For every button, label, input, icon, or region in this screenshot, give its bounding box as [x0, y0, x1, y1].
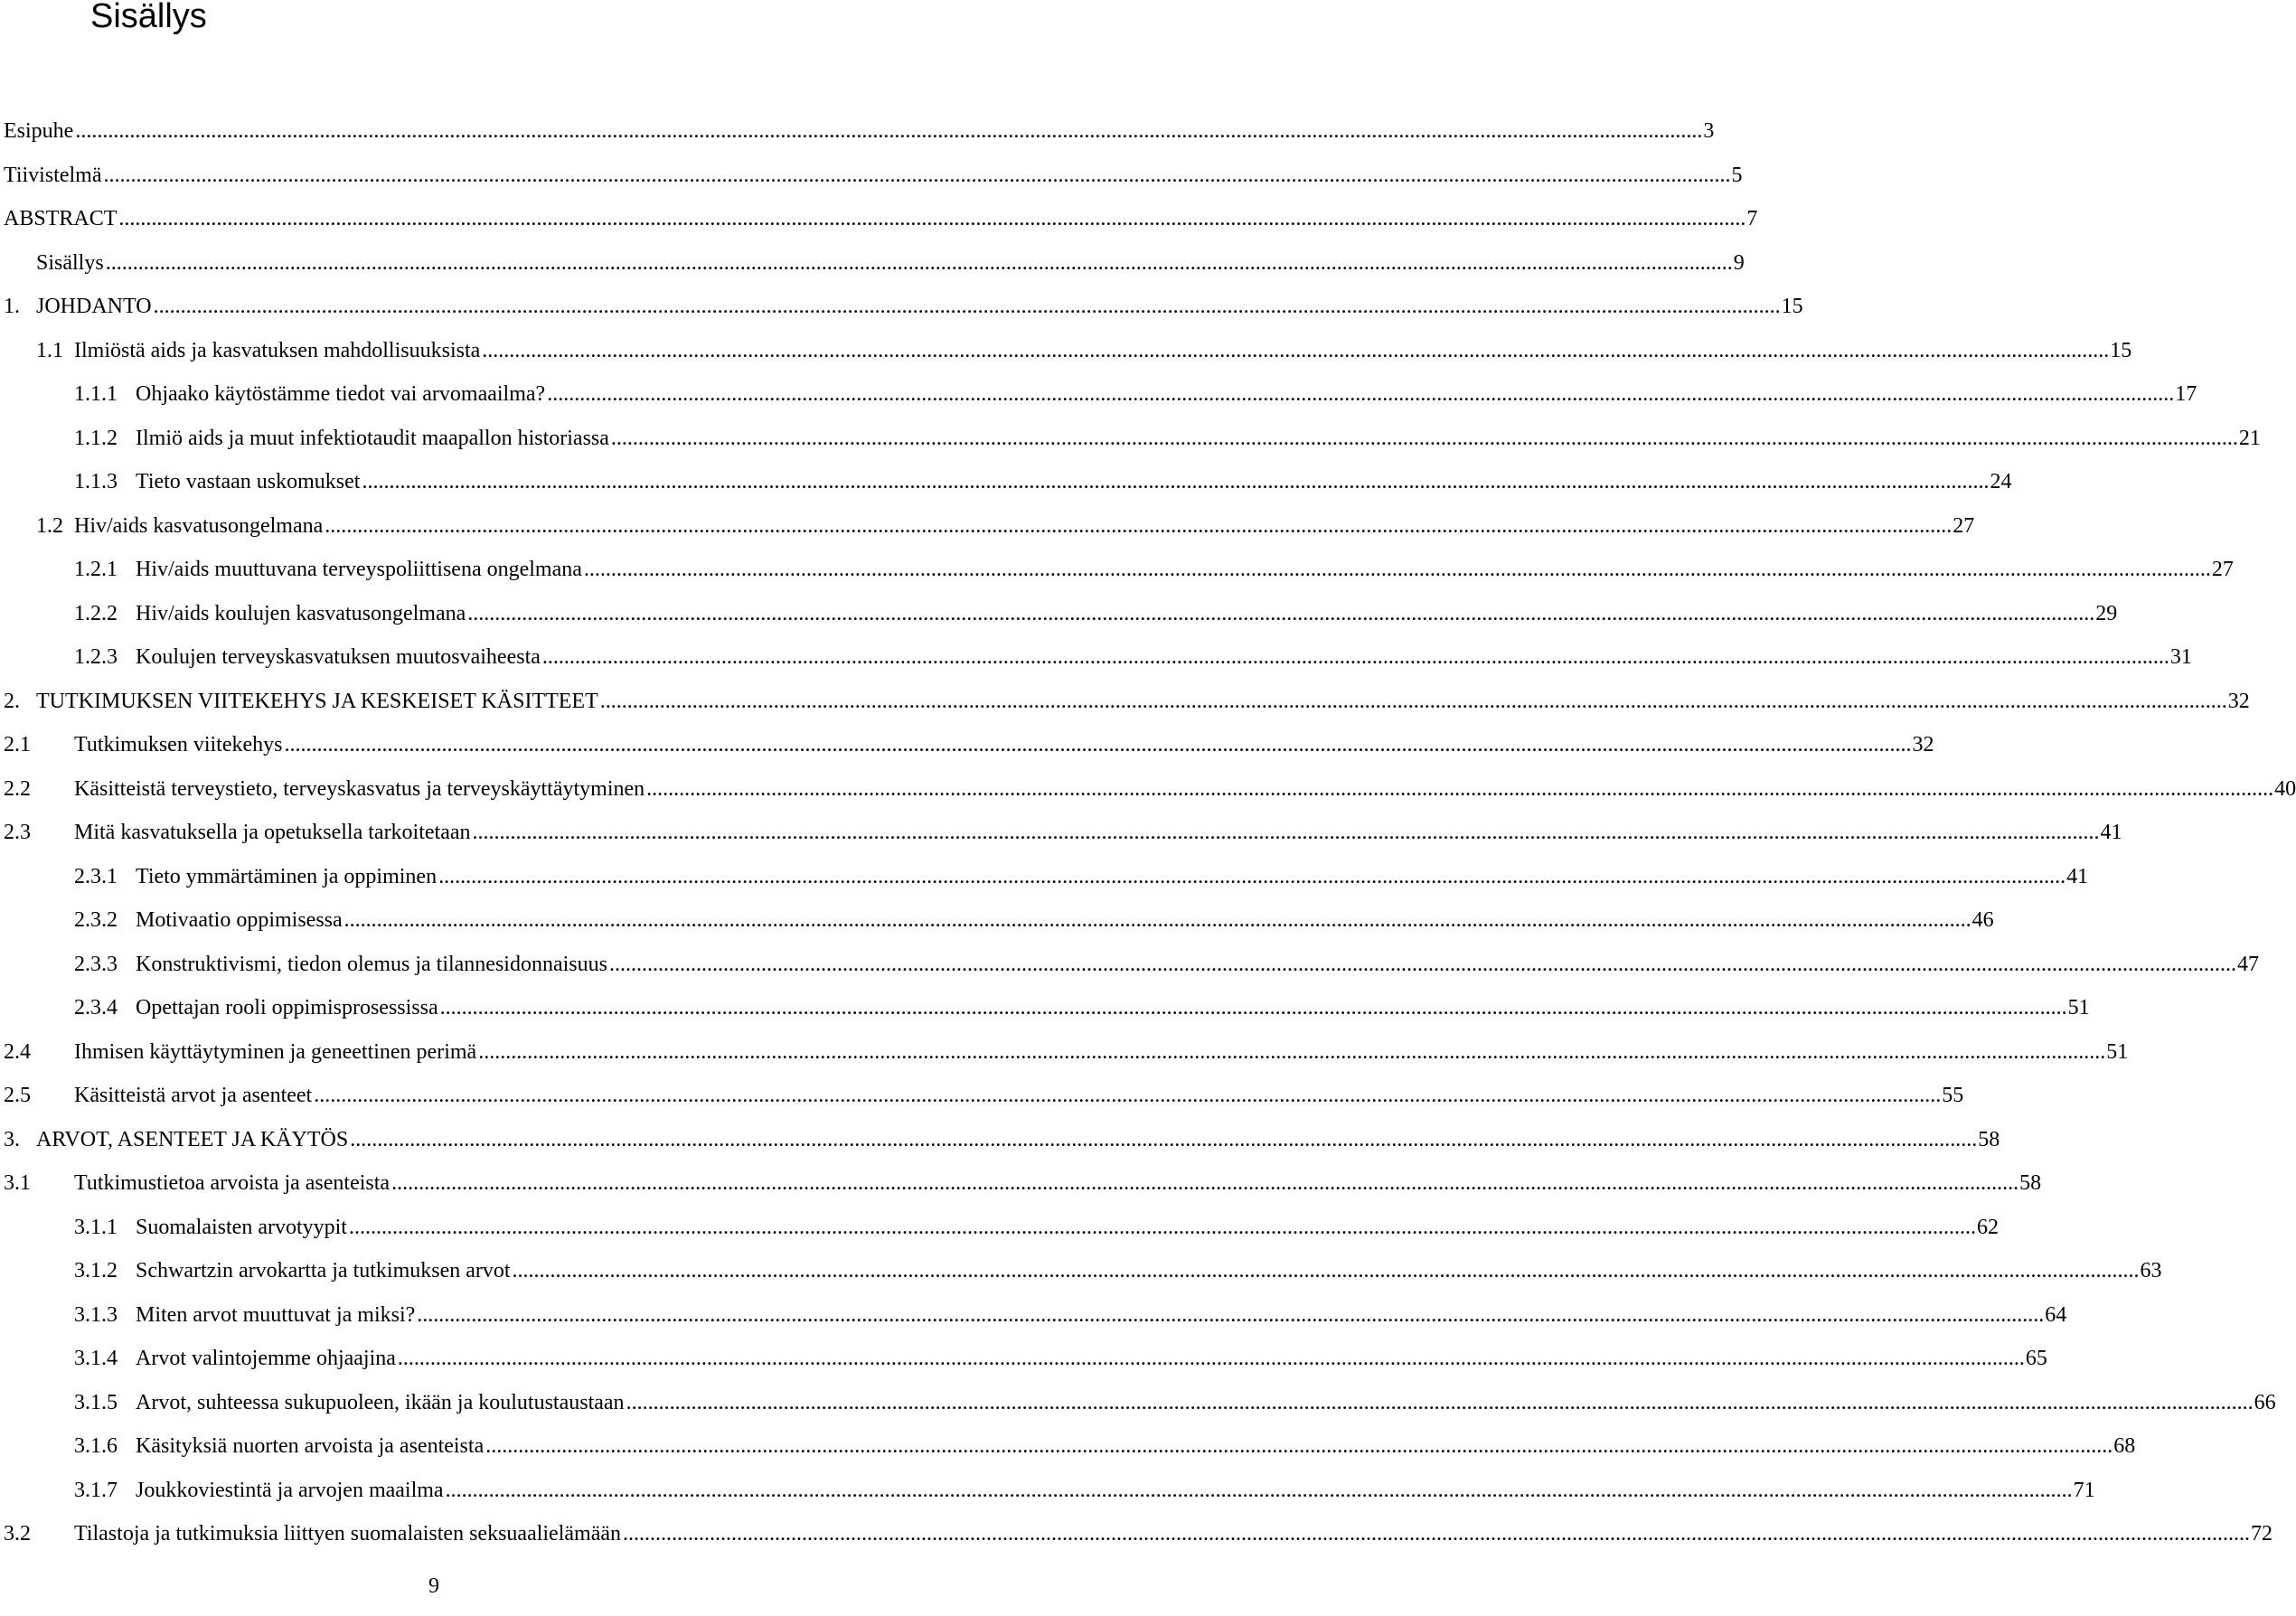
- toc-entry-number: 2.: [4, 689, 20, 713]
- toc-entry-number: 1.1.3: [74, 470, 118, 493]
- toc-entry-title: Käsitteistä arvot ja asenteet: [74, 1084, 313, 1107]
- toc-entry-number: 1.2: [36, 513, 63, 538]
- toc-entry-leader-dots: ............................................................................................................................................................................................................................................................................................................: [583, 558, 2211, 581]
- toc-entry[interactable]: [0, 200, 1758, 244]
- toc-entry-leader-dots: ............................................................................................................................................................................................................................................................................................................: [608, 952, 2236, 976]
- toc-entry[interactable]: [0, 1076, 1964, 1121]
- toc-entry[interactable]: [0, 989, 2090, 1033]
- toc-entry-title: TUTKIMUKSEN VIITEKEHYS JA KESKEISET KÄSITTEET: [36, 689, 598, 713]
- toc-entry-title: Tutkimustietoa arvoista ja asenteista: [74, 1171, 391, 1195]
- toc-entry-leader-dots: ............................................................................................................................................................................................................................................................................................................: [482, 338, 2110, 362]
- toc-entry[interactable]: [0, 1121, 2000, 1165]
- toc-entry-page: 29: [2095, 601, 2118, 625]
- toc-entry[interactable]: [0, 375, 2197, 419]
- toc-entry-leader-dots: ............................................................................................................................................................................................................................................................................................................: [284, 733, 1912, 756]
- toc-entry-number: 1.1: [36, 338, 63, 362]
- toc-entry-leader-dots: ............................................................................................................................................................................................................................................................................................................: [103, 163, 1731, 187]
- toc-entry-page: 40: [2274, 776, 2296, 801]
- toc-entry[interactable]: [0, 770, 2296, 814]
- toc-entry[interactable]: [0, 244, 1745, 288]
- toc-entry[interactable]: [0, 156, 1743, 201]
- toc-entry-title: Ihmisen käyttäytyminen ja geneettinen perimä: [74, 1039, 477, 1064]
- toc-entry-title: ABSTRACT: [4, 207, 118, 230]
- toc-entry[interactable]: [0, 1427, 2136, 1471]
- toc-entry-number: 2.1: [4, 733, 31, 756]
- toc-entry[interactable]: [0, 419, 2261, 464]
- toc-entry-page: 15: [1781, 295, 1803, 318]
- toc-entry[interactable]: [0, 1164, 2042, 1208]
- toc-entry-page: 17: [2175, 382, 2197, 406]
- toc-entry-title: Schwartzin arvokartta ja tutkimuksen arvot: [136, 1259, 511, 1282]
- toc-entry-title: Hiv/aids koulujen kasvatusongelmana: [136, 601, 466, 625]
- toc-entry-title: Konstruktivismi, tiedon olemus ja tilannesidonnaisuus: [136, 952, 607, 976]
- toc-entry-page: 3: [1703, 119, 1715, 143]
- toc-entry-number: 1.1.1: [74, 382, 118, 406]
- toc-entry-page: 24: [1990, 470, 2012, 493]
- toc-entry[interactable]: [0, 287, 1803, 332]
- toc-entry[interactable]: [0, 945, 2259, 990]
- toc-entry-page: 58: [2019, 1171, 2042, 1195]
- toc-entry-title: Arvot valintojemme ohjaajina: [136, 1347, 396, 1370]
- toc-entry[interactable]: [0, 1033, 2129, 1077]
- toc-entry-number: 1.1.2: [74, 426, 118, 450]
- toc-entry-page: 63: [2140, 1259, 2162, 1282]
- toc-entry-title: Motivaatio oppimisessa: [136, 908, 343, 932]
- toc-entry[interactable]: [0, 638, 2192, 682]
- toc-entry-leader-dots: ............................................................................................................................................................................................................................................................................................................: [599, 689, 2227, 713]
- toc-entry-number: 3.1.1: [74, 1215, 118, 1239]
- toc-entry-number: 3.1.5: [74, 1390, 118, 1414]
- toc-entry-number: 2.2: [4, 776, 31, 801]
- toc-entry-page: 32: [2227, 689, 2250, 713]
- toc-entry-page: 58: [1978, 1127, 2000, 1151]
- toc-entry-leader-dots: ............................................................................................................................................................................................................................................................................................................: [325, 513, 1953, 538]
- toc-entry[interactable]: [0, 1296, 2067, 1340]
- toc-entry-page: 9: [1733, 250, 1745, 275]
- toc-entry-number: 2.3: [4, 821, 31, 844]
- toc-entry-title: Sisällys: [36, 250, 104, 275]
- toc-entry[interactable]: [0, 1208, 1999, 1253]
- toc-entry[interactable]: [0, 507, 1975, 551]
- toc-entry-page: 55: [1942, 1084, 1964, 1107]
- toc-entry-number: 3.1.7: [74, 1478, 118, 1502]
- toc-entry-leader-dots: ............................................................................................................................................................................................................................................................................................................: [478, 1039, 2106, 1064]
- toc-entry-leader-dots: ............................................................................................................................................................................................................................................................................................................: [105, 250, 1733, 275]
- toc-entry-title: JOHDANTO: [36, 295, 152, 318]
- toc-entry-title: Esipuhe: [4, 119, 74, 143]
- toc-entry-title: Käsityksiä nuorten arvoista ja asenteista: [136, 1434, 485, 1458]
- toc-entry-number: 3.1.3: [74, 1302, 118, 1327]
- toc-entry[interactable]: [0, 682, 2250, 727]
- toc-entry-page: 64: [2045, 1302, 2067, 1327]
- toc-entry-title: Joukkoviestintä ja arvojen maailma: [136, 1478, 444, 1502]
- toc-entry[interactable]: [0, 112, 1715, 156]
- toc-entry[interactable]: [0, 1252, 2162, 1296]
- toc-entry-leader-dots: ............................................................................................................................................................................................................................................................................................................: [417, 1302, 2045, 1327]
- toc-entry-leader-dots: ............................................................................................................................................................................................................................................................................................................: [75, 119, 1703, 143]
- toc-entry-page: 5: [1731, 163, 1743, 187]
- toc-entry[interactable]: [0, 726, 1934, 770]
- toc-entry-page: 31: [2169, 645, 2192, 669]
- toc-entry-title: Ilmiöstä aids ja kasvatuksen mahdollisuuksista: [74, 338, 481, 362]
- toc-entry-title: Tilastoja ja tutkimuksia liittyen suomalaisten seksuaalielämään: [74, 1522, 622, 1546]
- toc-entry-leader-dots: ............................................................................................................................................................................................................................................................................................................: [623, 1522, 2251, 1546]
- toc-entry[interactable]: [0, 332, 2132, 376]
- toc-entry-number: 2.5: [4, 1084, 31, 1107]
- toc-entry-number: 1.2.3: [74, 645, 118, 669]
- toc-entry-page: 66: [2254, 1390, 2276, 1414]
- toc-entry-page: 15: [2110, 338, 2132, 362]
- toc-entry-number: 2.4: [4, 1039, 31, 1064]
- toc-entry[interactable]: [0, 1384, 2276, 1428]
- toc-entry-page: 47: [2236, 952, 2259, 976]
- toc-entry-title: Opettajan rooli oppimisprosessissa: [136, 996, 438, 1019]
- toc-entry-title: Tieto ymmärtäminen ja oppiminen: [136, 864, 438, 888]
- toc-entry-page: 72: [2251, 1522, 2273, 1546]
- toc-entry[interactable]: [0, 901, 1994, 945]
- toc-entry-leader-dots: ............................................................................................................................................................................................................................................................................................................: [391, 1171, 2019, 1195]
- toc-entry-page: 68: [2113, 1434, 2136, 1458]
- toc-entry-leader-dots: ............................................................................................................................................................................................................................................................................................................: [610, 426, 2238, 450]
- toc-entry-leader-dots: ............................................................................................................................................................................................................................................................................................................: [512, 1259, 2140, 1282]
- toc-entry-leader-dots: ............................................................................................................................................................................................................................................................................................................: [472, 821, 2100, 844]
- toc-entry-page: 27: [1953, 513, 1975, 538]
- toc-entry-leader-dots: ............................................................................................................................................................................................................................................................................................................: [438, 864, 2066, 888]
- toc-entry-number: 3.1: [4, 1171, 31, 1195]
- toc-entry[interactable]: [0, 550, 2234, 595]
- toc-entry-leader-dots: ............................................................................................................................................................................................................................................................................................................: [118, 207, 1746, 230]
- toc-entry[interactable]: [0, 1471, 2095, 1516]
- toc-entry-title: ARVOT, ASENTEET JA KÄYTÖS: [36, 1127, 349, 1151]
- toc-entry-number: 3.: [4, 1127, 20, 1151]
- toc-entry-title: Hiv/aids kasvatusongelmana: [74, 513, 324, 538]
- toc-entry-page: 71: [2073, 1478, 2095, 1502]
- toc-entry-number: 3.1.2: [74, 1259, 118, 1282]
- toc-entry-number: 3.1.4: [74, 1347, 118, 1370]
- toc-entry-page: 32: [1912, 733, 1934, 756]
- table-of-contents: [0, 112, 2296, 1559]
- toc-entry-leader-dots: ............................................................................................................................................................................................................................................................................................................: [348, 1215, 1976, 1239]
- toc-entry-title: Käsitteistä terveystieto, terveyskasvatus ja terveyskäyttäytyminen: [74, 776, 645, 801]
- toc-entry-number: 2.3.1: [74, 864, 118, 888]
- page-number: 9: [428, 1574, 439, 1598]
- toc-entry-title: Tutkimuksen viitekehys: [74, 733, 283, 756]
- toc-entry-title: Ilmiö aids ja muut infektiotaudit maapallon historiassa: [136, 426, 609, 450]
- toc-entry[interactable]: [0, 595, 2118, 639]
- toc-entry-number: 2.3.3: [74, 952, 118, 976]
- toc-entry-leader-dots: ............................................................................................................................................................................................................................................................................................................: [153, 295, 1781, 318]
- toc-entry-title: Ohjaako käytöstämme tiedot vai arvomaailma?: [136, 382, 546, 406]
- toc-entry-page: 7: [1746, 207, 1758, 230]
- toc-entry-page: 51: [2106, 1039, 2129, 1064]
- toc-entry-title: Hiv/aids muuttuvana terveyspoliittisena ongelmana: [136, 558, 582, 581]
- toc-entry-leader-dots: ............................................................................................................................................................................................................................................................................................................: [397, 1347, 2025, 1370]
- toc-entry-title: Tieto vastaan uskomukset: [136, 470, 361, 493]
- toc-entry-leader-dots: ............................................................................................................................................................................................................................................................................................................: [439, 996, 2067, 1019]
- toc-entry-leader-dots: ............................................................................................................................................................................................................................................................................................................: [445, 1478, 2073, 1502]
- toc-entry-leader-dots: ............................................................................................................................................................................................................................................................................................................: [626, 1390, 2254, 1414]
- toc-entry-page: 62: [1976, 1215, 1999, 1239]
- toc-entry[interactable]: [0, 1515, 2273, 1559]
- toc-entry-title: Suomalaisten arvotyypit: [136, 1215, 347, 1239]
- toc-entry-leader-dots: ............................................................................................................................................................................................................................................................................................................: [350, 1127, 1978, 1151]
- toc-entry-page: 27: [2211, 558, 2234, 581]
- toc-entry-title: Arvot, suhteessa sukupuoleen, ikään ja koulutustaustaan: [136, 1390, 625, 1414]
- toc-entry-leader-dots: ............................................................................................................................................................................................................................................................................................................: [646, 776, 2274, 801]
- toc-entry[interactable]: [0, 1339, 2047, 1384]
- toc-entry-page: 46: [1971, 908, 1994, 932]
- toc-entry-title: Miten arvot muuttuvat ja miksi?: [136, 1302, 416, 1327]
- toc-entry-number: 1.: [4, 295, 20, 318]
- toc-entry-title: Tiivistelmä: [4, 163, 102, 187]
- toc-entry-leader-dots: ............................................................................................................................................................................................................................................................................................................: [547, 382, 2175, 406]
- page-title: Sisällys: [90, 0, 207, 35]
- toc-entry-page: 41: [2100, 821, 2122, 844]
- toc-entry-page: 51: [2067, 996, 2090, 1019]
- toc-entry-page: 65: [2025, 1347, 2047, 1370]
- toc-entry[interactable]: [0, 463, 2012, 507]
- toc-entry-page: 21: [2238, 426, 2261, 450]
- toc-entry[interactable]: [0, 813, 2122, 858]
- toc-entry-number: 2.3.2: [74, 908, 118, 932]
- toc-entry[interactable]: [0, 858, 2089, 902]
- toc-entry-title: Koulujen terveyskasvatuksen muutosvaiheesta: [136, 645, 541, 669]
- toc-entry-page: 41: [2066, 864, 2089, 888]
- toc-entry-leader-dots: ............................................................................................................................................................................................................................................................................................................: [343, 908, 1971, 932]
- toc-entry-leader-dots: ............................................................................................................................................................................................................................................................................................................: [467, 601, 2095, 625]
- toc-entry-number: 3.1.6: [74, 1434, 118, 1458]
- toc-entry-number: 1.2.2: [74, 601, 118, 625]
- toc-entry-leader-dots: ............................................................................................................................................................................................................................................................................................................: [541, 645, 2169, 669]
- toc-entry-number: 1.2.1: [74, 558, 118, 581]
- toc-entry-title: Mitä kasvatuksella ja opetuksella tarkoitetaan: [74, 821, 471, 844]
- toc-entry-leader-dots: ............................................................................................................................................................................................................................................................................................................: [362, 470, 1990, 493]
- toc-entry-number: 3.2: [4, 1522, 31, 1546]
- toc-entry-number: 2.3.4: [74, 996, 118, 1019]
- toc-entry-leader-dots: ............................................................................................................................................................................................................................................................................................................: [314, 1084, 1942, 1107]
- toc-entry-leader-dots: ............................................................................................................................................................................................................................................................................................................: [485, 1434, 2113, 1458]
